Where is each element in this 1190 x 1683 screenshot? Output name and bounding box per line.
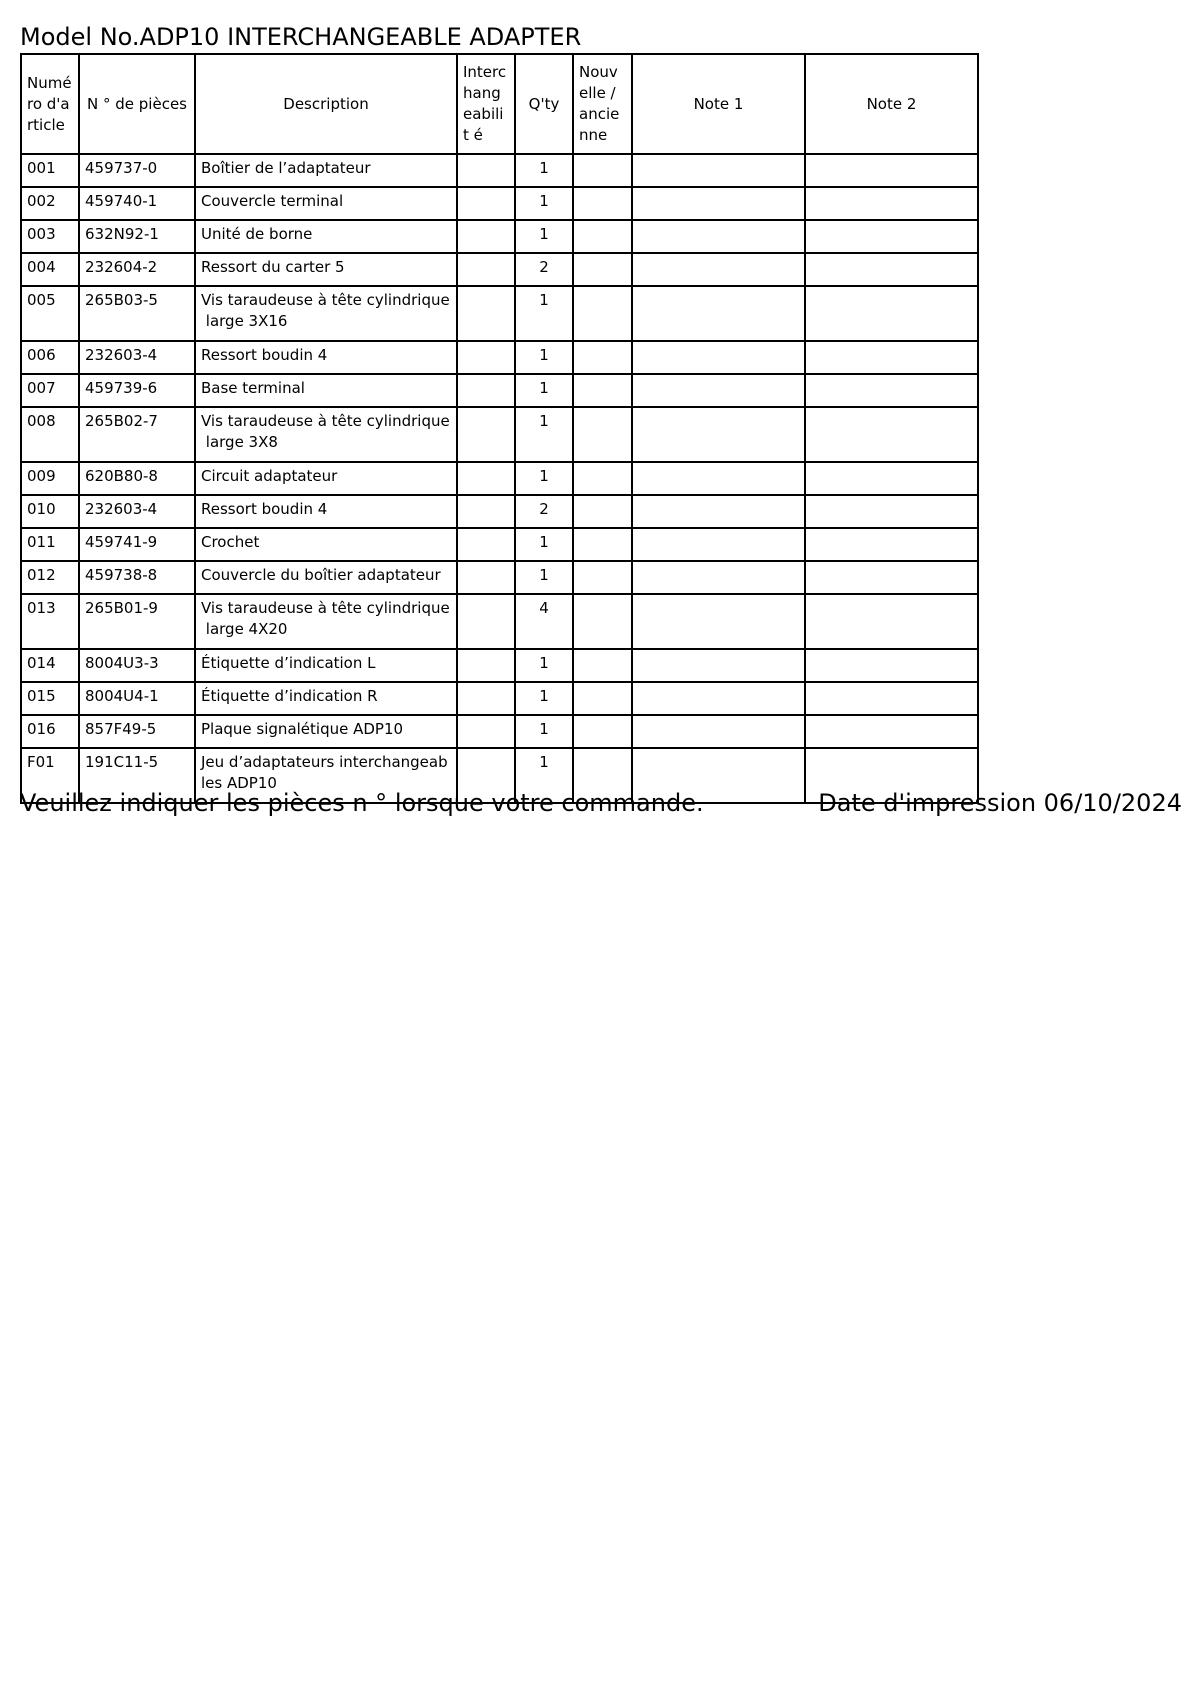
cell-description: Jeu d’adaptateurs interchangeab les ADP10	[195, 748, 457, 803]
table-row	[21, 154, 978, 187]
cell-part-number: 232604-2	[79, 253, 195, 286]
cell-note-2	[805, 682, 978, 715]
cell-note-1	[632, 561, 805, 594]
cell-part-number: 265B02-7	[79, 407, 195, 462]
cell-interchangeability	[457, 286, 515, 341]
cell-item-number: 014	[21, 649, 79, 682]
cell-interchangeability	[457, 561, 515, 594]
header-new-old: Nouv elle / ancie nne	[573, 54, 632, 154]
cell-item-number: 007	[21, 374, 79, 407]
cell-quantity: 1	[515, 220, 573, 253]
header-part-number: N ° de pièces	[79, 54, 195, 154]
cell-new-old	[573, 528, 632, 561]
cell-quantity: 1	[515, 528, 573, 561]
table-row	[21, 187, 978, 220]
cell-description: Plaque signalétique ADP10	[195, 715, 457, 748]
cell-item-number: 016	[21, 715, 79, 748]
cell-new-old	[573, 561, 632, 594]
cell-part-number: 620B80-8	[79, 462, 195, 495]
cell-new-old	[573, 374, 632, 407]
table-row	[21, 407, 978, 462]
cell-description: Unité de borne	[195, 220, 457, 253]
parts-table	[20, 53, 979, 804]
cell-part-number: 191C11-5	[79, 748, 195, 803]
cell-note-1	[632, 341, 805, 374]
cell-description: Étiquette d’indication R	[195, 682, 457, 715]
cell-note-1	[632, 682, 805, 715]
cell-note-1	[632, 649, 805, 682]
cell-item-number: 009	[21, 462, 79, 495]
cell-part-number: 459738-8	[79, 561, 195, 594]
cell-note-2	[805, 561, 978, 594]
cell-new-old	[573, 286, 632, 341]
cell-note-1	[632, 187, 805, 220]
table-row	[21, 374, 978, 407]
header-note-2: Note 2	[805, 54, 978, 154]
cell-interchangeability	[457, 407, 515, 462]
header-description: Description	[195, 54, 457, 154]
cell-quantity: 4	[515, 594, 573, 649]
cell-item-number: 006	[21, 341, 79, 374]
cell-new-old	[573, 341, 632, 374]
cell-description: Couvercle terminal	[195, 187, 457, 220]
cell-new-old	[573, 154, 632, 187]
cell-part-number: 265B03-5	[79, 286, 195, 341]
header-interchangeability: Interc hang eabilit é	[457, 54, 515, 154]
print-date: Date d'impression 06/10/2024	[818, 789, 1182, 817]
cell-item-number: 012	[21, 561, 79, 594]
cell-interchangeability	[457, 594, 515, 649]
cell-note-1	[632, 286, 805, 341]
cell-note-1	[632, 462, 805, 495]
cell-note-2	[805, 154, 978, 187]
cell-new-old	[573, 682, 632, 715]
cell-interchangeability	[457, 374, 515, 407]
cell-part-number: 8004U3-3	[79, 649, 195, 682]
cell-interchangeability	[457, 528, 515, 561]
cell-description: Vis taraudeuse à tête cylindrique large 3X16	[195, 286, 457, 341]
cell-note-1	[632, 253, 805, 286]
cell-note-2	[805, 341, 978, 374]
table-row	[21, 495, 978, 528]
cell-interchangeability	[457, 187, 515, 220]
header-item-number: Numé ro d'a rticle	[21, 54, 79, 154]
cell-new-old	[573, 220, 632, 253]
cell-part-number: 857F49-5	[79, 715, 195, 748]
cell-description: Vis taraudeuse à tête cylindrique large 4X20	[195, 594, 457, 649]
cell-note-2	[805, 220, 978, 253]
cell-description: Ressort boudin 4	[195, 495, 457, 528]
cell-part-number: 232603-4	[79, 341, 195, 374]
cell-interchangeability	[457, 682, 515, 715]
cell-quantity: 1	[515, 682, 573, 715]
cell-note-1	[632, 220, 805, 253]
cell-note-1	[632, 154, 805, 187]
cell-item-number: 010	[21, 495, 79, 528]
cell-quantity: 1	[515, 715, 573, 748]
header-note-1: Note 1	[632, 54, 805, 154]
cell-description: Vis taraudeuse à tête cylindrique large 3X8	[195, 407, 457, 462]
table-row	[21, 286, 978, 341]
parts-table-body	[21, 154, 978, 803]
cell-item-number: 013	[21, 594, 79, 649]
cell-description: Crochet	[195, 528, 457, 561]
cell-note-2	[805, 715, 978, 748]
cell-description: Boîtier de l’adaptateur	[195, 154, 457, 187]
cell-note-2	[805, 649, 978, 682]
cell-item-number: 005	[21, 286, 79, 341]
cell-interchangeability	[457, 341, 515, 374]
cell-part-number: 459737-0	[79, 154, 195, 187]
cell-part-number: 459740-1	[79, 187, 195, 220]
cell-note-2	[805, 253, 978, 286]
table-row	[21, 341, 978, 374]
table-row	[21, 253, 978, 286]
cell-new-old	[573, 649, 632, 682]
cell-note-1	[632, 715, 805, 748]
cell-note-2	[805, 286, 978, 341]
cell-part-number: 232603-4	[79, 495, 195, 528]
cell-quantity: 1	[515, 462, 573, 495]
table-row	[21, 462, 978, 495]
cell-interchangeability	[457, 495, 515, 528]
cell-item-number: 002	[21, 187, 79, 220]
cell-new-old	[573, 187, 632, 220]
table-row	[21, 220, 978, 253]
table-row	[21, 528, 978, 561]
table-row	[21, 715, 978, 748]
cell-note-1	[632, 528, 805, 561]
cell-item-number: 015	[21, 682, 79, 715]
cell-quantity: 2	[515, 253, 573, 286]
cell-note-2	[805, 495, 978, 528]
cell-description: Couvercle du boîtier adaptateur	[195, 561, 457, 594]
table-header-row	[21, 54, 978, 154]
cell-quantity: 1	[515, 187, 573, 220]
cell-item-number: F01	[21, 748, 79, 803]
cell-note-2	[805, 407, 978, 462]
cell-new-old	[573, 594, 632, 649]
cell-part-number: 265B01-9	[79, 594, 195, 649]
cell-quantity: 1	[515, 374, 573, 407]
cell-note-2	[805, 462, 978, 495]
page-title: Model No.ADP10 INTERCHANGEABLE ADAPTER	[20, 23, 582, 51]
cell-note-1	[632, 407, 805, 462]
cell-note-1	[632, 374, 805, 407]
cell-note-2	[805, 594, 978, 649]
cell-note-2	[805, 374, 978, 407]
cell-note-2	[805, 187, 978, 220]
cell-part-number: 632N92-1	[79, 220, 195, 253]
cell-description: Base terminal	[195, 374, 457, 407]
cell-note-2	[805, 528, 978, 561]
cell-item-number: 003	[21, 220, 79, 253]
cell-item-number: 001	[21, 154, 79, 187]
cell-quantity: 1	[515, 341, 573, 374]
table-row	[21, 594, 978, 649]
cell-interchangeability	[457, 715, 515, 748]
cell-interchangeability	[457, 154, 515, 187]
cell-new-old	[573, 407, 632, 462]
cell-quantity: 1	[515, 407, 573, 462]
cell-quantity: 1	[515, 748, 573, 803]
table-row	[21, 561, 978, 594]
cell-quantity: 1	[515, 286, 573, 341]
cell-new-old	[573, 462, 632, 495]
cell-note-1	[632, 594, 805, 649]
cell-description: Ressort boudin 4	[195, 341, 457, 374]
cell-description: Circuit adaptateur	[195, 462, 457, 495]
cell-quantity: 1	[515, 561, 573, 594]
cell-part-number: 8004U4-1	[79, 682, 195, 715]
table-row	[21, 649, 978, 682]
cell-note-1	[632, 495, 805, 528]
cell-interchangeability	[457, 649, 515, 682]
cell-item-number: 011	[21, 528, 79, 561]
order-instruction-note: Veuillez indiquer les pièces n ° lorsque votre commande.	[20, 789, 704, 817]
cell-new-old	[573, 253, 632, 286]
cell-new-old	[573, 715, 632, 748]
cell-interchangeability	[457, 253, 515, 286]
cell-interchangeability	[457, 220, 515, 253]
cell-quantity: 1	[515, 154, 573, 187]
cell-new-old	[573, 495, 632, 528]
cell-part-number: 459739-6	[79, 374, 195, 407]
cell-quantity: 1	[515, 649, 573, 682]
cell-quantity: 2	[515, 495, 573, 528]
header-quantity: Q'ty	[515, 54, 573, 154]
cell-description: Ressort du carter 5	[195, 253, 457, 286]
cell-part-number: 459741-9	[79, 528, 195, 561]
cell-interchangeability	[457, 462, 515, 495]
cell-item-number: 004	[21, 253, 79, 286]
cell-description: Étiquette d’indication L	[195, 649, 457, 682]
cell-item-number: 008	[21, 407, 79, 462]
table-row	[21, 682, 978, 715]
